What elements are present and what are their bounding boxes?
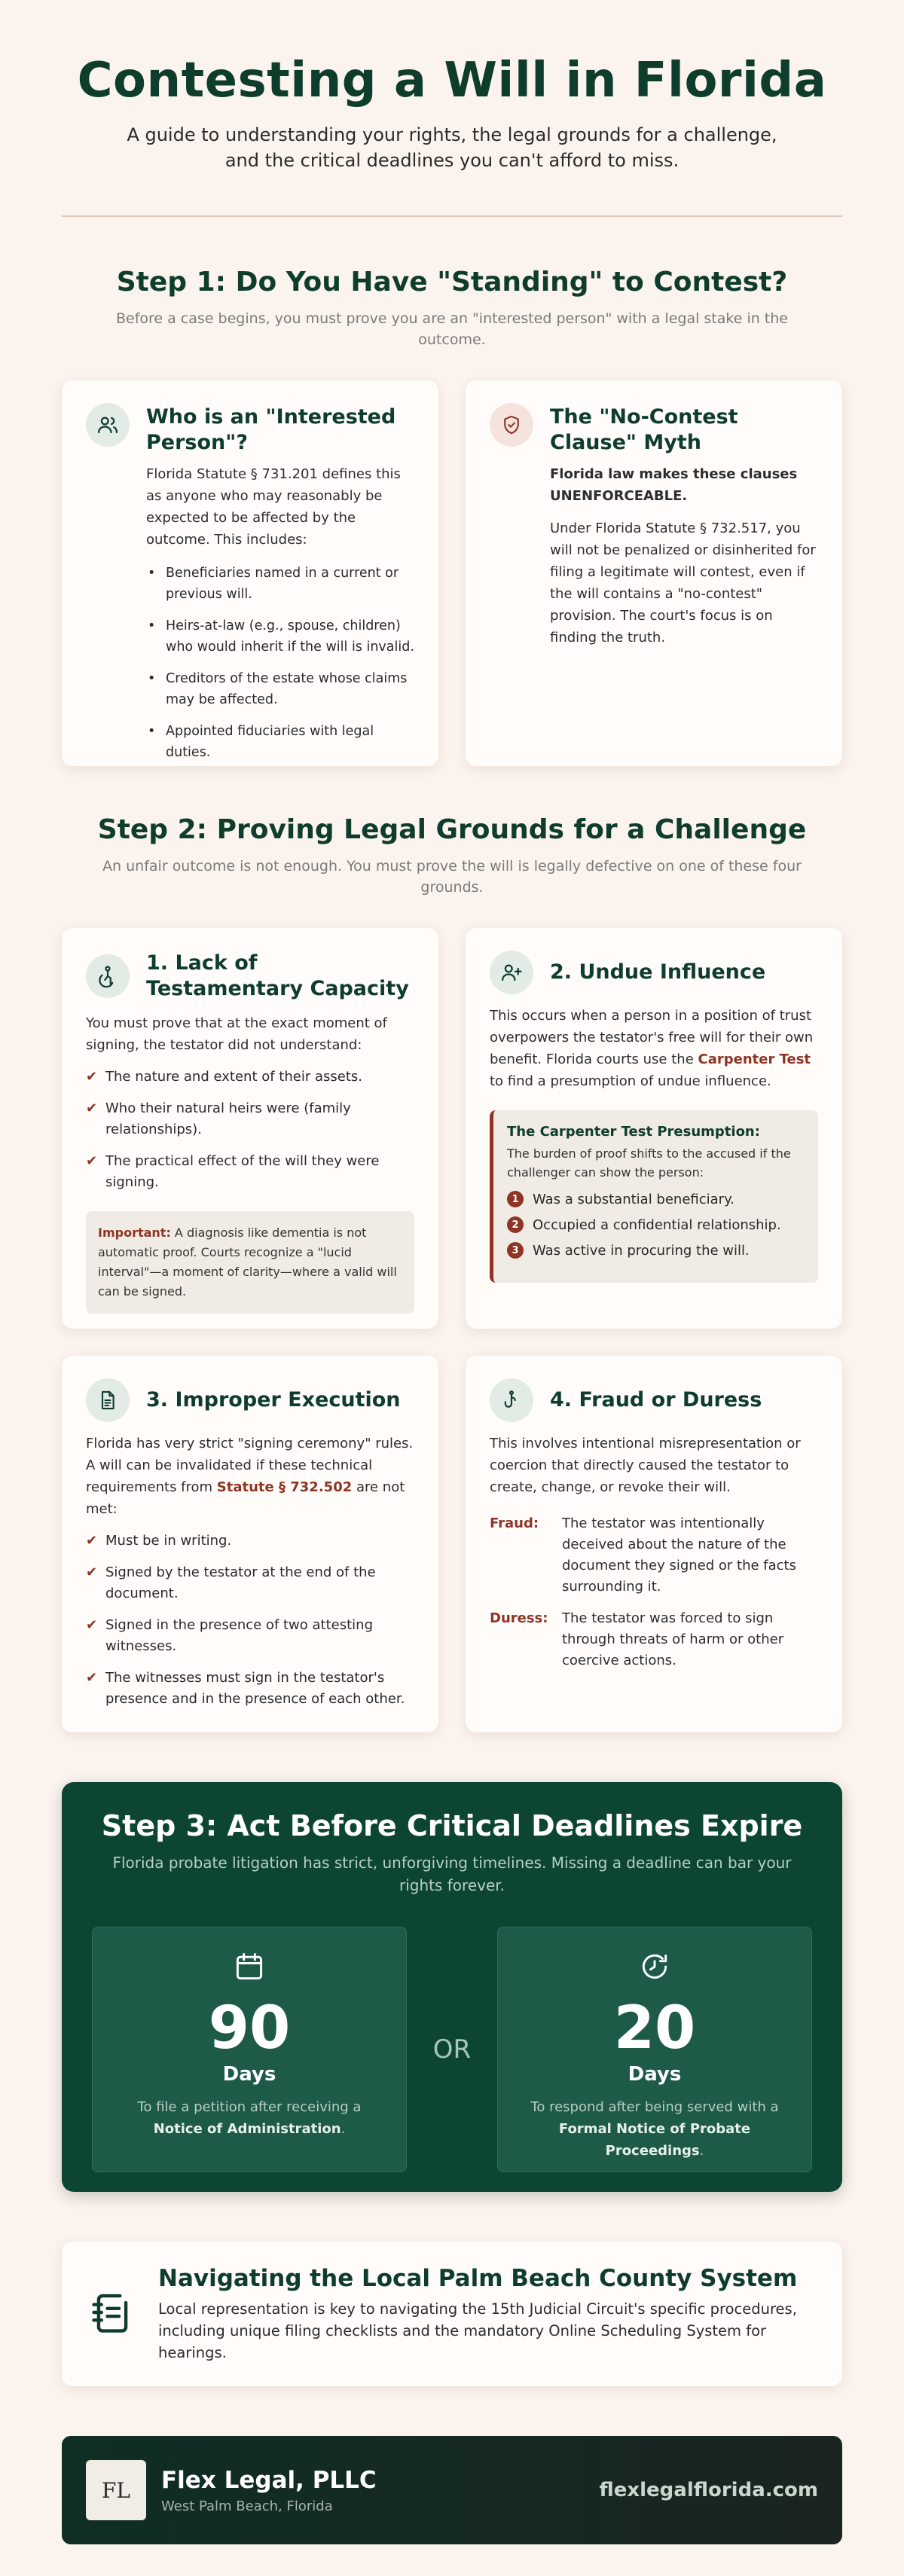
clock-refresh-icon xyxy=(498,1950,811,1986)
deadline-90-days xyxy=(92,1927,407,2172)
undue-influence-title: 2. Undue Influence xyxy=(550,960,766,984)
carpenter-box-title: The Carpenter Test Presumption: xyxy=(507,1124,760,1140)
statute-link: Statute § 732.502 xyxy=(216,1479,353,1495)
list-item: ✔ Must be in writing. xyxy=(86,1531,414,1552)
website-link[interactable]: flexlegalflorida.com xyxy=(599,2479,818,2501)
execution-title: 3. Improper Execution xyxy=(146,1388,401,1412)
carpenter-list xyxy=(507,1191,805,1259)
firm-logo: FL xyxy=(86,2460,146,2520)
interested-person-list xyxy=(146,563,414,763)
deadline-number: 90 xyxy=(208,1995,291,2062)
check-icon: ✔ xyxy=(86,1069,98,1085)
definition-row xyxy=(490,1608,818,1671)
local-system-text: Local representation is key to navigating the 15th Judicial Circuit's specific procedures, including unique filing checklists and the mandatory Online Scheduling System for hearings. xyxy=(158,2300,797,2361)
list-item: ✔ Signed in the presence of two attesting witnesses. xyxy=(86,1615,414,1657)
page-subtitle-line-1: A guide to understanding your rights, the legal grounds for a challenge, xyxy=(127,124,777,145)
carpenter-box-text: The burden of proof shifts to the accused if the challenger can show the person: xyxy=(507,1146,791,1180)
step3-subtitle: Florida probate litigation has strict, unforgiving timelines. Missing a deadline can bar your rights forever. xyxy=(112,1854,792,1894)
definition-term: Fraud: xyxy=(490,1515,539,1531)
fraud-duress-text: This involves intentional misrepresentation or coercion that directly caused the testator to create, change, or revoke their will. xyxy=(490,1436,801,1495)
definition-desc: The testator was intentionally deceived about the nature of the document they signed or the facts surrounding it. xyxy=(562,1515,796,1595)
undue-influence-text: This occurs when a person in a position of trust overpowers the testator's free will for their own benefit. Florida courts use the Carpenter Test to find a presumption of undue influence. xyxy=(490,1008,814,1089)
list-item: ✔ The witnesses must sign in the testator's presence and in the presence of each other. xyxy=(86,1668,414,1710)
capacity-card xyxy=(62,928,438,1329)
page-header xyxy=(62,0,842,173)
carpenter-test-link: Carpenter Test xyxy=(698,1051,811,1067)
step3-title: Step 3: Act Before Critical Deadlines Expire xyxy=(101,1809,803,1842)
firm-location: West Palm Beach, Florida xyxy=(161,2498,333,2514)
list-item: ✔ Who their natural heirs were (family relationships). xyxy=(86,1098,414,1140)
no-contest-card xyxy=(466,380,842,766)
step2-subtitle: An unfair outcome is not enough. You must prove the will is legally defective on one of these four grounds. xyxy=(102,858,802,896)
list-item: 2 Occupied a confidential relationship. xyxy=(507,1216,805,1233)
note-text: A diagnosis like dementia is not automatic proof. Courts recognize a "lucid interval"—a moment of clarity—where a valid will can be signed. xyxy=(98,1225,397,1299)
user-plus-icon xyxy=(490,951,533,994)
deadline-text: To file a petition after receiving a Notice of Administration. xyxy=(137,2099,362,2137)
deadline-20-days xyxy=(497,1927,812,2172)
definition-row xyxy=(490,1513,818,1598)
header-divider xyxy=(62,215,842,217)
capacity-important-note xyxy=(86,1211,414,1314)
step3-deadlines-section xyxy=(62,1782,842,2192)
fraud-duress-card xyxy=(466,1356,842,1732)
local-system-card xyxy=(62,2242,842,2386)
shield-icon xyxy=(490,403,533,447)
or-label: OR xyxy=(432,2034,472,2065)
step1-section xyxy=(62,267,842,766)
number-badge: 3 xyxy=(507,1242,524,1259)
execution-text: Florida has very strict "signing ceremony" rules. A will can be invalidated if these technical requirements from Statute § 732.502 are not met: xyxy=(86,1436,414,1517)
page-subtitle xyxy=(62,122,842,173)
check-icon: ✔ xyxy=(86,1533,98,1549)
page-title: Contesting a Will in Florida xyxy=(77,53,827,108)
local-system-title: Navigating the Local Palm Beach County System xyxy=(158,2264,798,2292)
note-label: Important: xyxy=(98,1225,171,1240)
check-icon: ✔ xyxy=(86,1617,98,1633)
undue-influence-card xyxy=(466,928,842,1329)
check-icon: ✔ xyxy=(86,1153,98,1169)
step2-title: Step 2: Proving Legal Grounds for a Challenge xyxy=(97,814,807,845)
no-contest-bold-text: Florida law makes these clauses UNENFORCEABLE. xyxy=(550,466,798,504)
capacity-title: 1. Lack of Testamentary Capacity xyxy=(146,951,409,1000)
list-item: 1 Was a substantial beneficiary. xyxy=(507,1191,805,1207)
deadline-unit: Days xyxy=(222,2063,276,2086)
execution-list xyxy=(86,1531,414,1710)
step2-section xyxy=(62,814,842,1732)
carpenter-test-box xyxy=(490,1110,818,1283)
deadline-number: 20 xyxy=(613,1995,696,2062)
definition-term: Duress: xyxy=(490,1610,548,1626)
checklist-icon xyxy=(89,2289,137,2339)
check-icon: ✔ xyxy=(86,1100,98,1116)
step1-title: Step 1: Do You Have "Standing" to Contest? xyxy=(116,267,788,298)
check-icon: ✔ xyxy=(86,1670,98,1686)
calendar-icon xyxy=(93,1950,406,1986)
capacity-list xyxy=(86,1067,414,1193)
fraud-duress-title: 4. Fraud or Duress xyxy=(550,1388,762,1412)
list-item: ✔ The nature and extent of their assets. xyxy=(86,1067,414,1088)
number-badge: 2 xyxy=(507,1216,524,1233)
deadline-unit: Days xyxy=(628,2063,682,2086)
interested-person-title: Who is an "Interested Person"? xyxy=(146,405,396,454)
execution-card xyxy=(62,1356,438,1732)
step1-subtitle: Before a case begins, you must prove you are an "interested person" with a legal stake in the outcome. xyxy=(116,310,788,348)
footer xyxy=(62,2436,842,2544)
list-item: ✔ The practical effect of the will they were signing. xyxy=(86,1151,414,1193)
list-item: ✔ Signed by the testator at the end of the document. xyxy=(86,1562,414,1604)
people-icon xyxy=(86,403,130,447)
list-item: • Creditors of the estate whose claims may be affected. xyxy=(146,668,414,710)
definition-desc: The testator was forced to sign through threats of harm or other coercive actions. xyxy=(562,1610,784,1668)
firm-name: Flex Legal, PLLC xyxy=(161,2466,377,2494)
interested-person-card xyxy=(62,380,438,766)
hook-icon xyxy=(490,1378,533,1422)
person-with-cane-icon xyxy=(86,954,130,998)
page-subtitle-line-2: and the critical deadlines you can't afford to miss. xyxy=(224,150,680,171)
list-item: • Heirs-at-law (e.g., spouse, children) who would inherit if the will is invalid. xyxy=(146,615,414,658)
no-contest-title: The "No-Contest Clause" Myth xyxy=(550,405,738,454)
list-item: • Appointed fiduciaries with legal duties. xyxy=(146,721,414,763)
fraud-duress-definitions xyxy=(490,1513,818,1671)
check-icon: ✔ xyxy=(86,1564,98,1580)
deadline-text: To respond after being served with a Formal Notice of Probate Proceedings. xyxy=(530,2099,779,2159)
list-item: 3 Was active in procuring the will. xyxy=(507,1242,805,1259)
interested-person-text: Florida Statute § 731.201 defines this as anyone who may reasonably be expected to be affected by the outcome. This includes: xyxy=(146,466,401,548)
number-badge: 1 xyxy=(507,1191,524,1207)
document-icon xyxy=(86,1378,130,1422)
no-contest-text: Under Florida Statute § 732.517, you will not be penalized or disinherited for filing a legitimate will contest, even if the will contains a "no-contest" provision. The court's focus is on finding the truth. xyxy=(550,520,816,646)
list-item: • Beneficiaries named in a current or previous will. xyxy=(146,563,414,605)
capacity-text: You must prove that at the exact moment of signing, the testator did not understand: xyxy=(86,1015,387,1053)
